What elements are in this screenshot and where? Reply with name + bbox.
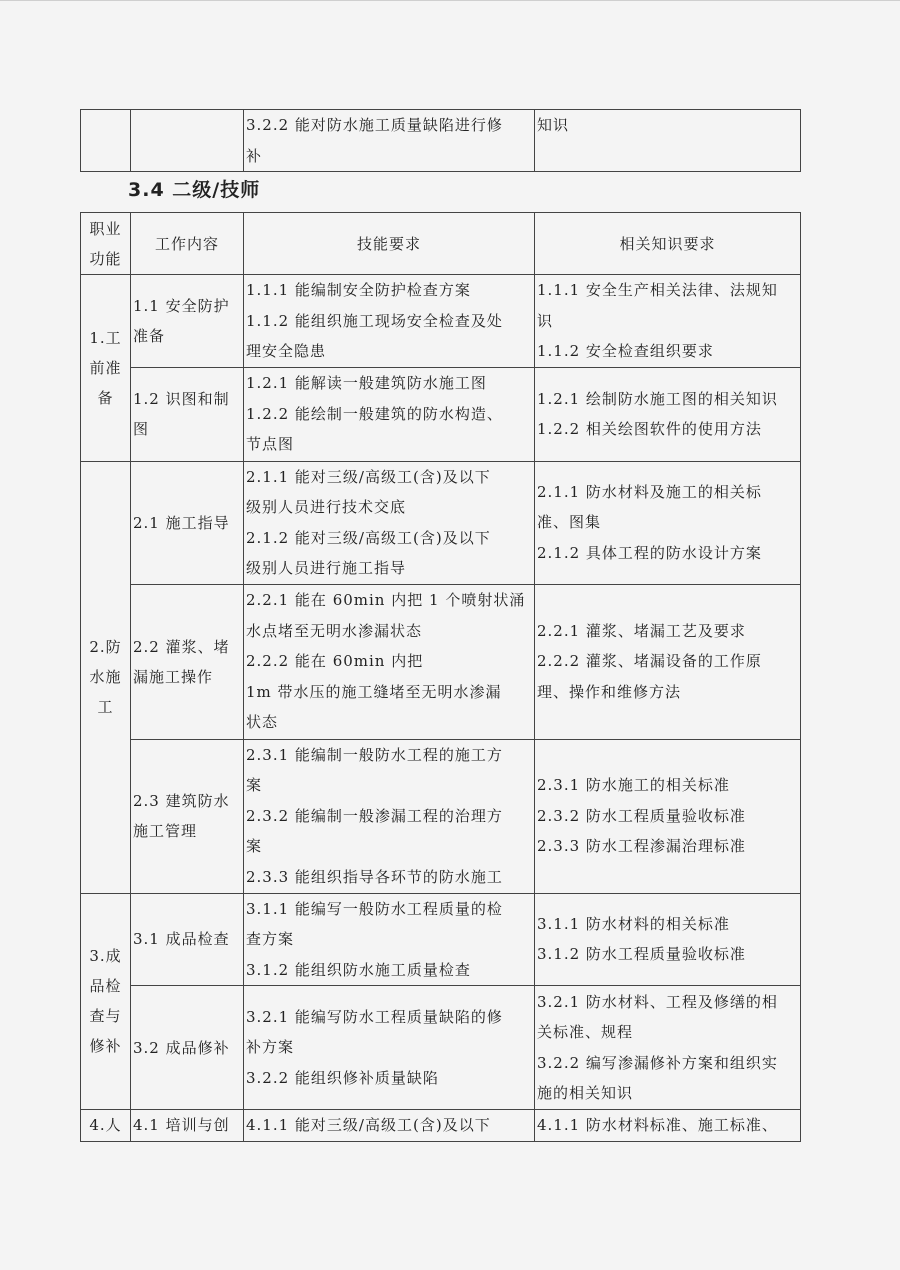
table-row — [81, 584, 801, 739]
content-cell: 2.1 施工指导 — [131, 461, 244, 584]
skills-cell: 2.1.1 能对三级/高级工(含)及以下 级别人员进行技术交底 2.1.2 能对三级/高级工(含)及以下 级别人员进行施工指导 — [244, 461, 535, 584]
content-cell: 1.2 识图和制 图 — [131, 367, 244, 461]
previous-section-table — [80, 109, 801, 172]
table-row — [81, 739, 801, 893]
skills-cell: 1.1.1 能编制安全防护检查方案 1.1.2 能组织施工现场安全检查及处 理安全隐患 — [244, 275, 535, 368]
function-cell — [81, 110, 131, 172]
content-cell: 2.2 灌浆、堵 漏施工操作 — [131, 584, 244, 739]
content-cell: 4.1 培训与创 — [131, 1110, 244, 1142]
table-row — [81, 461, 801, 584]
table-row — [81, 1110, 801, 1142]
knowledge-cell: 1.2.1 绘制防水施工图的相关知识 1.2.2 相关绘图软件的使用方法 — [535, 367, 801, 461]
knowledge-cell: 3.1.1 防水材料的相关标准 3.1.2 防水工程质量验收标准 — [535, 893, 801, 986]
content-cell: 3.2 成品修补 — [131, 986, 244, 1110]
cell-line: 知识 — [537, 116, 570, 134]
header-skills: 技能要求 — [244, 213, 535, 275]
header-knowledge: 相关知识要求 — [535, 213, 801, 275]
table-row — [81, 367, 801, 461]
table-row — [81, 893, 801, 986]
cell-line: 3.2.2 能对防水施工质量缺陷进行修 — [246, 116, 503, 134]
knowledge-cell: 2.1.1 防水材料及施工的相关标 准、图集 2.1.2 具体工程的防水设计方案 — [535, 461, 801, 584]
function-cell: 1.工 前准 备 — [81, 275, 131, 462]
table-row — [81, 275, 801, 368]
skills-cell: 2.2.1 能在 60min 内把 1 个喷射状涌 水点堵至无明水渗漏状态 2.2.2 能在 60min 内把 1m 带水压的施工缝堵至无明水渗漏 状态 — [244, 584, 535, 739]
knowledge-cell: 3.2.1 防水材料、工程及修缮的相 关标准、规程 3.2.2 编写渗漏修补方案和组织实 施的相关知识 — [535, 986, 801, 1110]
knowledge-cell: 2.3.1 防水施工的相关标准 2.3.2 防水工程质量验收标准 2.3.3 防水工程渗漏治理标准 — [535, 739, 801, 893]
skills-cell — [244, 110, 535, 172]
skills-cell: 4.1.1 能对三级/高级工(含)及以下 — [244, 1110, 535, 1142]
skills-cell: 1.2.1 能解读一般建筑防水施工图 1.2.2 能绘制一般建筑的防水构造、 节点图 — [244, 367, 535, 461]
section-title: 3.4 二级/技师 — [128, 179, 261, 201]
knowledge-cell: 2.2.1 灌浆、堵漏工艺及要求 2.2.2 灌浆、堵漏设备的工作原 理、操作和维修方法 — [535, 584, 801, 739]
table-row — [81, 986, 801, 1110]
header-function: 职业 功能 — [81, 213, 131, 275]
content-cell — [131, 110, 244, 172]
knowledge-cell: 1.1.1 安全生产相关法律、法规知 识 1.1.2 安全检查组织要求 — [535, 275, 801, 368]
content-cell: 2.3 建筑防水 施工管理 — [131, 739, 244, 893]
skills-cell: 3.1.1 能编写一般防水工程质量的检 查方案 3.1.2 能组织防水施工质量检查 — [244, 893, 535, 986]
function-cell: 3.成 品检 查与 修补 — [81, 893, 131, 1110]
header-content: 工作内容 — [131, 213, 244, 275]
knowledge-cell — [535, 110, 801, 172]
function-cell: 4.人 — [81, 1110, 131, 1142]
skills-cell: 2.3.1 能编制一般防水工程的施工方 案 2.3.2 能编制一般渗漏工程的治理方 案 2.3.3 能组织指导各环节的防水施工 — [244, 739, 535, 893]
content-cell: 3.1 成品检查 — [131, 893, 244, 986]
skills-cell: 3.2.1 能编写防水工程质量缺陷的修 补方案 3.2.2 能组织修补质量缺陷 — [244, 986, 535, 1110]
table-row — [81, 110, 801, 172]
table-header-row — [81, 213, 801, 275]
content-cell: 1.1 安全防护 准备 — [131, 275, 244, 368]
function-cell: 2.防 水施 工 — [81, 461, 131, 893]
knowledge-cell: 4.1.1 防水材料标准、施工标准、 — [535, 1110, 801, 1142]
cell-line: 补 — [246, 146, 263, 165]
skills-table — [80, 212, 801, 1142]
